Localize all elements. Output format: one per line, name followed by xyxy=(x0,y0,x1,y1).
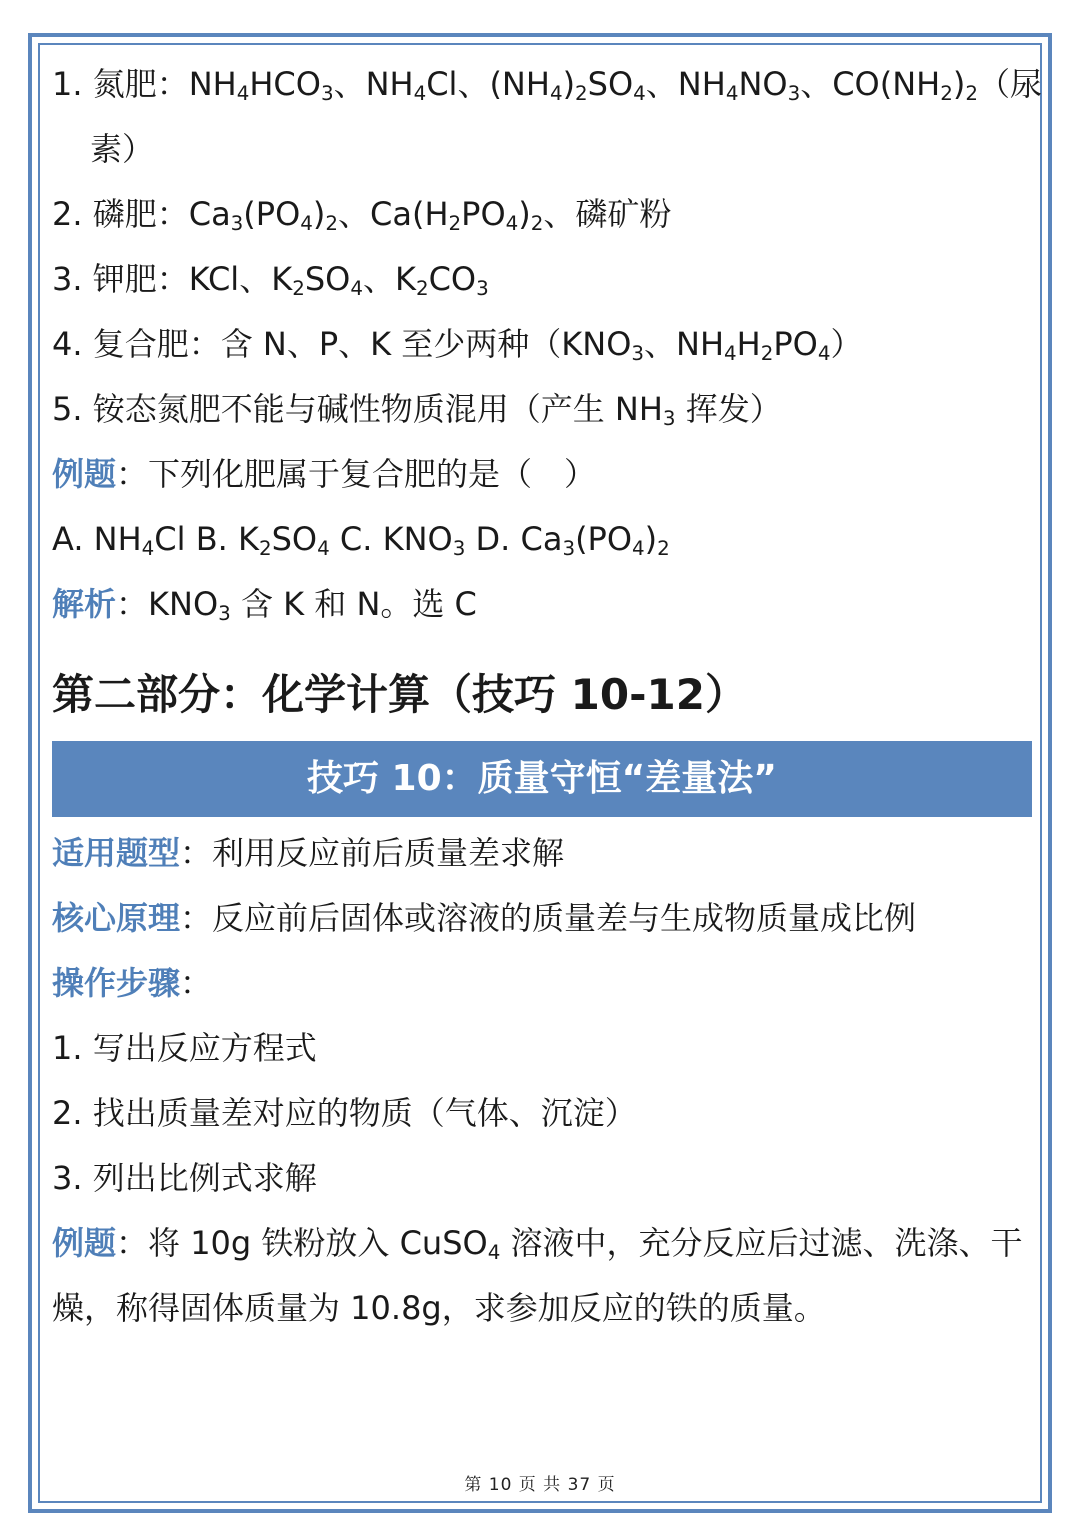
step-item: 3. 列出比例式求解 xyxy=(52,1159,317,1197)
example-question-2 xyxy=(52,1211,1032,1276)
item-number: 4. xyxy=(52,325,83,363)
core-principle xyxy=(52,886,1032,951)
page-content xyxy=(52,52,1042,1341)
operation-steps xyxy=(52,951,1032,1016)
principle-text: ：反应前后固体或溶液的质量差与生成物质量成比例 xyxy=(180,899,917,937)
item-text: 铵态氮肥不能与碱性物质混用（产生 $NH_3$ 挥发） xyxy=(92,390,782,430)
applicable-label: 适用题型 xyxy=(52,834,181,872)
steps-colon: ： xyxy=(180,964,213,1002)
fertilizer-item-note xyxy=(52,377,1032,442)
fertilizer-item-nitrogen-cont xyxy=(52,117,1032,182)
example-text: ：下列化肥属于复合肥的是（ ） xyxy=(116,455,597,493)
item-formula: 含 N、P、K 至少两种（$KNO_3$、$NH_4H_2PO_4$） xyxy=(220,325,863,365)
fertilizer-item-compound xyxy=(52,312,1032,377)
item-number: 5. xyxy=(52,390,83,428)
item-name: 磷肥： xyxy=(92,195,189,233)
technique-banner: 技巧 10：质量守恒“差量法” xyxy=(52,741,1032,817)
applicable-type xyxy=(52,821,1032,886)
applicable-text: ：利用反应前后质量差求解 xyxy=(180,834,565,872)
example-continuation: 燥，称得固体质量为 10.8g，求参加反应的铁的质量。 xyxy=(52,1289,826,1327)
step-item: 2. 找出质量差对应的物质（气体、沉淀） xyxy=(52,1094,637,1132)
steps-label: 操作步骤 xyxy=(52,964,181,1002)
item-continuation: 素） xyxy=(90,130,155,168)
analysis-text: ：$KNO_3$ 含 K 和 N。选 C xyxy=(116,585,477,625)
item-name: 复合肥： xyxy=(92,325,221,363)
step-item: 1. 写出反应方程式 xyxy=(52,1029,317,1067)
fertilizer-item-phosphorus xyxy=(52,182,1032,247)
example-label: 例题 xyxy=(52,1224,117,1262)
fertilizer-item-potassium xyxy=(52,247,1032,312)
item-name: 钾肥： xyxy=(92,260,189,298)
fertilizer-item-nitrogen xyxy=(52,52,1042,117)
item-number: 3. xyxy=(52,260,83,298)
item-number: 2. xyxy=(52,195,83,233)
page-footer: 第 10 页 共 37 页 xyxy=(464,1475,616,1495)
item-formula: KCl、$K_2SO_4$、$K_2CO_3$ xyxy=(188,260,489,300)
section-title: 第二部分：化学计算（技巧 10-12） xyxy=(52,670,747,719)
example-options-1 xyxy=(52,507,1032,572)
analysis-label: 解析 xyxy=(52,585,117,623)
example-question-2-cont xyxy=(52,1276,1032,1341)
example-options: A. $NH_4Cl$ B. $K_2SO_4$ C. $KNO_3$ D. $Ca_3(PO_4)_2$ xyxy=(52,520,670,560)
item-formula: $Ca_3(PO_4)_2$、$Ca(H_2PO_4)_2$、磷矿粉 xyxy=(188,195,672,235)
item-number: 1. xyxy=(52,65,83,103)
example-text: ：将 10g 铁粉放入 CuSO$_4$ 溶液中，充分反应后过滤、洗涤、干 xyxy=(116,1224,1023,1264)
example-label: 例题 xyxy=(52,455,117,493)
example-question-1 xyxy=(52,442,1032,507)
principle-label: 核心原理 xyxy=(52,899,181,937)
analysis-1 xyxy=(52,572,1032,637)
item-formula: $NH_4HCO_3$、$NH_4Cl$、$(NH_4)_2SO_4$、$NH_4NO_3$、$CO(NH_2)_2$（尿 xyxy=(188,65,1042,105)
item-name: 氮肥： xyxy=(92,65,189,103)
